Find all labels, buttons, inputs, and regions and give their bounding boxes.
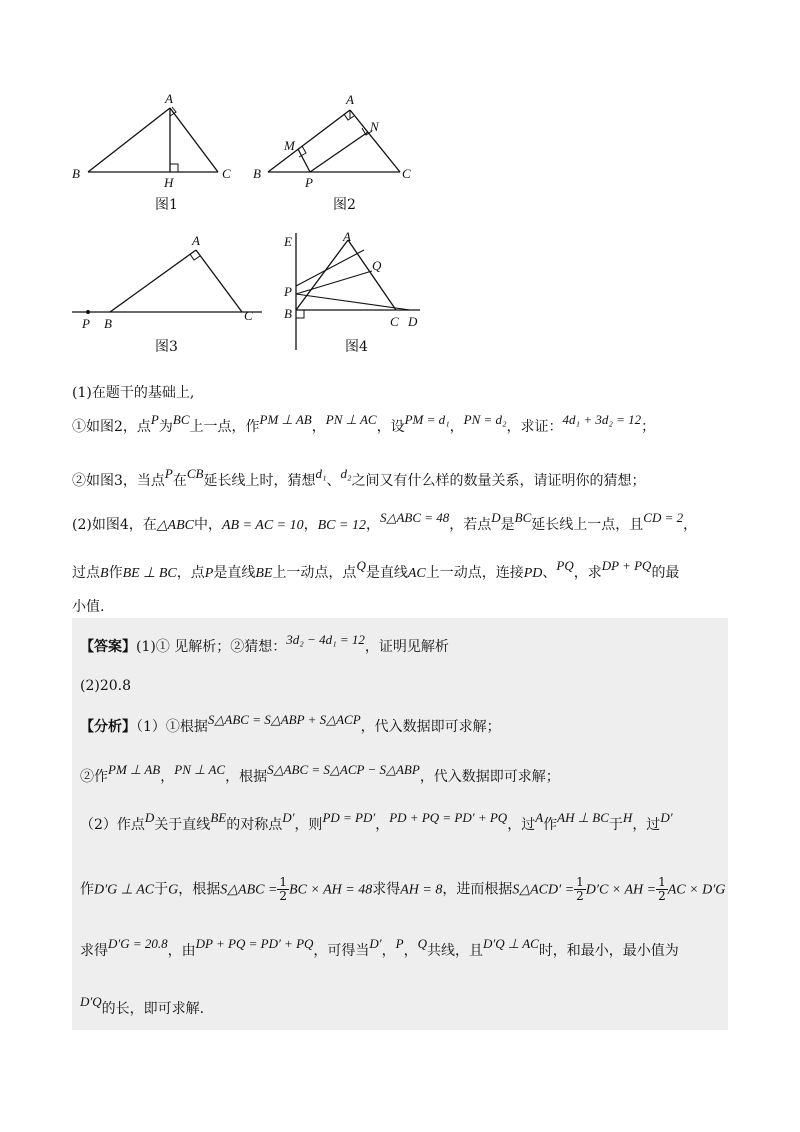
answer-line-2: (2)20.8 xyxy=(80,678,132,694)
text: ， xyxy=(381,943,396,959)
fig1-label-a: A xyxy=(165,91,173,106)
answer-label: 【答案】 xyxy=(80,639,136,655)
analysis-line-3 xyxy=(80,810,673,834)
text: ，设 xyxy=(376,419,405,435)
math-d-prime: D′ xyxy=(369,936,382,951)
math-pn-perp-ac: PN ⊥ AC xyxy=(174,762,226,777)
fig4-label-c: C xyxy=(390,314,399,329)
analysis-line-2 xyxy=(80,762,560,786)
fig4-label-b: B xyxy=(284,306,292,321)
text: ，代入数据即可求解； xyxy=(419,769,560,785)
answer-line-1 xyxy=(80,632,449,656)
text: （1）①根据 xyxy=(136,719,208,735)
fraction-one-half xyxy=(656,876,668,903)
figure-4-drawing xyxy=(280,228,430,353)
text: (1)① 见解析；②猜想： xyxy=(136,639,287,655)
fig4-label-a: A xyxy=(343,229,351,244)
text: ，则 xyxy=(294,817,323,833)
text: 作 xyxy=(543,817,558,833)
figure-3-drawing xyxy=(72,230,272,335)
text: ①如图2，点 xyxy=(72,419,151,435)
math-d1: d₁ xyxy=(315,466,327,481)
text: ， xyxy=(311,419,326,435)
math-dc-ah: D′C × AH = xyxy=(585,882,657,898)
question-1-intro: (1)在题干的基础上, xyxy=(72,385,195,401)
math-p: P xyxy=(204,566,214,581)
math-be: BE xyxy=(210,810,227,825)
text: 的对称点 xyxy=(226,817,283,833)
figure-2 xyxy=(250,88,425,188)
text: 中， xyxy=(193,517,222,533)
text: ， xyxy=(375,817,390,833)
text: 是直线 xyxy=(213,565,256,581)
fig4-label-q: Q xyxy=(372,258,382,273)
question-1-part-2 xyxy=(72,466,646,490)
text: ， xyxy=(365,517,380,533)
math-sum-equation: PD + PQ = PD′ + PQ xyxy=(389,810,508,825)
math-p: P xyxy=(150,412,159,427)
text: 、 xyxy=(326,473,341,489)
math-d: D xyxy=(144,810,155,825)
math-ac-dg: AC × D′G xyxy=(667,882,726,898)
math-h: H xyxy=(622,810,633,825)
text: 是直线 xyxy=(365,565,408,581)
fig2-label-a: A xyxy=(346,92,354,107)
fig4-label-e: E xyxy=(284,234,292,249)
figure-3-caption: 图3 xyxy=(155,339,178,355)
math-a: A xyxy=(535,810,544,825)
math-equation: 3d₂ − 4d₁ = 12 xyxy=(286,632,365,647)
math-bc: BC xyxy=(172,412,190,427)
math-d2: d₂ xyxy=(340,466,352,481)
text: 的最 xyxy=(651,565,680,581)
text: 共线，且 xyxy=(426,943,483,959)
text: 作 xyxy=(108,565,123,581)
text: 为 xyxy=(158,419,173,435)
math-bc-ah: BC × AH = 48 xyxy=(289,882,373,898)
math-area: S△ABC = 48 xyxy=(379,510,450,525)
figure-2-drawing xyxy=(250,88,425,188)
text: ，若点 xyxy=(449,517,492,533)
text: 是 xyxy=(500,517,515,533)
figure-1 xyxy=(60,88,250,188)
text: 之间又有什么样的数量关系，请证明你的猜想； xyxy=(351,473,646,489)
fig4-label-p: P xyxy=(284,284,292,299)
fig3-label-p: P xyxy=(82,316,90,331)
text: (2)如图4，在 xyxy=(72,517,157,533)
text: ，由 xyxy=(167,943,196,959)
math-ac: AC xyxy=(407,566,426,581)
math-equation: 4d₁ + 3d₂ = 12 xyxy=(562,412,642,427)
math-cd: CD = 2 xyxy=(643,510,684,525)
fig3-label-a: A xyxy=(192,233,200,248)
figure-2-caption: 图2 xyxy=(333,197,356,213)
fraction-denominator: 2 xyxy=(279,889,288,903)
text: ，过 xyxy=(632,817,661,833)
fig3-label-b: B xyxy=(104,316,112,331)
text: 延长线上时，猜想 xyxy=(203,473,316,489)
math-b: B xyxy=(100,566,109,581)
text: （2）作点 xyxy=(80,817,145,833)
math-dg-perp-ac: D′G ⊥ AC xyxy=(94,882,155,898)
math-bc: BC = 12 xyxy=(317,518,366,533)
text: 作 xyxy=(80,881,94,898)
text: ，代入数据即可求解； xyxy=(360,719,501,735)
fig3-label-c: C xyxy=(244,308,253,323)
math-area-abc: S△ABC = xyxy=(220,882,278,898)
text: 过点 xyxy=(72,565,100,581)
math-d-prime: D′ xyxy=(660,810,673,825)
math-sum-equation: DP + PQ = PD′ + PQ xyxy=(195,936,314,951)
math-be: BE xyxy=(255,566,273,581)
math-dg-value: D′G = 20.8 xyxy=(108,936,168,951)
fig2-label-m: M xyxy=(284,138,295,153)
text: 的长，即可求解. xyxy=(101,1001,205,1017)
fraction-numerator: 1 xyxy=(279,875,288,889)
math-equation: S△ABC = S△ABP + S△ACP xyxy=(207,712,361,727)
fraction-one-half xyxy=(277,876,289,903)
question-2-line-2 xyxy=(72,558,680,582)
figure-1-caption: 图1 xyxy=(155,197,178,213)
text: 于 xyxy=(154,881,169,898)
fig2-label-c: C xyxy=(402,166,411,181)
text: ， xyxy=(303,517,318,533)
analysis-line-5 xyxy=(80,936,679,960)
math-ah-perp-bc: AH ⊥ BC xyxy=(557,810,609,825)
text: ，点 xyxy=(176,565,205,581)
fig4-label-d: D xyxy=(408,314,418,329)
math-dq: D′Q xyxy=(80,994,102,1009)
text: ，过 xyxy=(507,817,536,833)
fraction-denominator: 2 xyxy=(658,889,666,903)
fraction-denominator: 2 xyxy=(576,889,584,903)
fraction-one-half xyxy=(574,876,586,903)
math-area-acd: S△ACD′ = xyxy=(512,882,575,898)
text: 于 xyxy=(608,817,623,833)
math-q: Q xyxy=(417,936,427,951)
text: 上一动点，点 xyxy=(272,565,357,581)
text: ，根据 xyxy=(225,769,268,785)
text: 关于直线 xyxy=(154,817,211,833)
math-pn-perp-ac: PN ⊥ AC xyxy=(325,412,377,427)
fig1-label-h: H xyxy=(164,175,174,188)
math-ah-8: AH = 8 xyxy=(400,882,443,898)
math-d: D xyxy=(491,510,501,525)
math-triangle-abc: △ABC xyxy=(156,518,194,533)
text: ， xyxy=(449,419,464,435)
text: 上一动点，连接 xyxy=(425,565,524,581)
text: ②如图3，当点 xyxy=(72,473,165,489)
math-g: G xyxy=(168,882,179,898)
question-1-part-1 xyxy=(72,412,656,436)
fig2-label-p: P xyxy=(305,175,313,188)
figure-3 xyxy=(72,230,272,335)
text: ， xyxy=(403,943,418,959)
fig2-label-n: N xyxy=(370,119,379,134)
text: 上一点，作 xyxy=(189,419,260,435)
fig1-label-b: B xyxy=(72,166,80,181)
math-d-prime: D′ xyxy=(282,810,295,825)
text: ， xyxy=(683,517,698,533)
analysis-line-6 xyxy=(80,994,205,1018)
fraction-numerator: 1 xyxy=(576,875,584,889)
text: ，求 xyxy=(573,565,602,581)
text: ，求证： xyxy=(506,419,563,435)
fraction-numerator: 1 xyxy=(658,875,666,889)
analysis-label: 【分析】 xyxy=(80,719,136,735)
text: 延长线上一点，且 xyxy=(531,517,644,533)
text: 、 xyxy=(542,565,557,581)
math-equation: S△ABC = S△ACP − S△ABP xyxy=(267,762,420,777)
math-dq-perp-ac: D′Q ⊥ AC xyxy=(482,936,539,951)
math-be-perp-bc: BE ⊥ BC xyxy=(122,566,177,581)
question-2-line-3: 小值. xyxy=(72,599,105,615)
text: ②作 xyxy=(80,769,108,785)
text: 时，和最小，最小值为 xyxy=(538,943,679,959)
analysis-line-4 xyxy=(80,876,725,903)
math-pm-perp-ab: PM ⊥ AB xyxy=(108,762,161,777)
math-p: P xyxy=(395,936,404,951)
math-bc: BC xyxy=(514,510,532,525)
math-pd: PD xyxy=(523,566,543,581)
math-pm-perp-ab: PM ⊥ AB xyxy=(259,412,312,427)
figure-4 xyxy=(280,228,430,353)
math-pq: PQ xyxy=(556,558,574,573)
math-dp-pq: DP + PQ xyxy=(601,558,652,573)
figure-1-drawing xyxy=(60,88,250,188)
math-pn-d2: PN = d₂ xyxy=(463,412,507,427)
text: ，证明见解析 xyxy=(364,639,449,655)
text: ，进而根据 xyxy=(442,881,513,898)
text: ，可得当 xyxy=(313,943,370,959)
math-pm-d1: PM = d₁ xyxy=(404,412,450,427)
text: 在 xyxy=(172,473,187,489)
text: 求得 xyxy=(80,943,108,959)
question-2-line-1 xyxy=(72,510,698,534)
analysis-line-1 xyxy=(80,712,501,736)
figure-4-caption: 图4 xyxy=(345,339,368,355)
text: ，根据 xyxy=(178,881,221,898)
text: 求得 xyxy=(372,881,401,898)
math-q: Q xyxy=(356,558,366,573)
math-ab-ac: AB = AC = 10 xyxy=(221,518,304,533)
math-cb: CB xyxy=(186,466,204,481)
math-pd-pdprime: PD = PD′ xyxy=(322,810,376,825)
fig1-label-c: C xyxy=(222,166,231,181)
text: ， xyxy=(160,769,175,785)
text: ； xyxy=(641,419,656,435)
fig2-label-b: B xyxy=(253,166,261,181)
math-p: P xyxy=(164,466,173,481)
